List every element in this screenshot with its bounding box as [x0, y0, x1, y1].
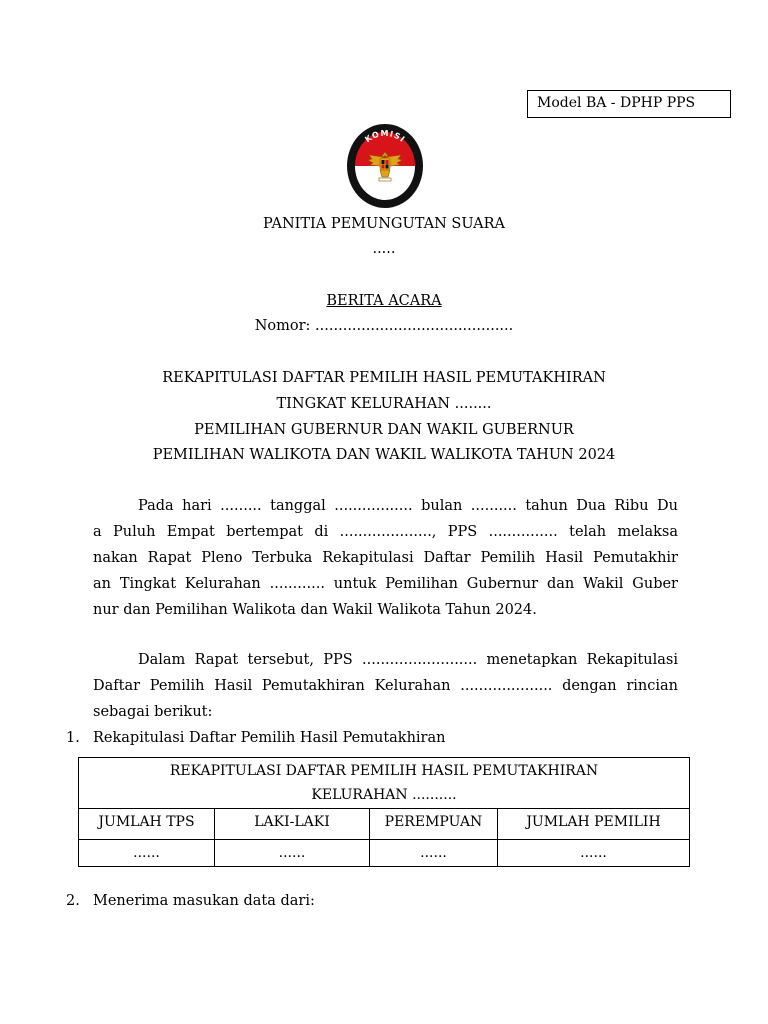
paragraph-line: nakan Rapat Pleno Terbuka Rekapitulasi Daftar Pemilih Hasil Pemutakhir: [93, 550, 678, 566]
table-cell: ......: [370, 840, 498, 867]
column-header: LAKI-LAKI: [215, 809, 370, 840]
committee-title: PANITIA PEMUNGUTAN SUARA: [263, 216, 505, 232]
document-title-wrap: [0, 293, 768, 309]
recap-table: [78, 757, 690, 867]
subject-line-3: PEMILIHAN GUBERNUR DAN WAKIL GUBERNUR: [194, 422, 574, 438]
column-header: JUMLAH TPS: [79, 809, 215, 840]
paragraph-line: Dalam Rapat tersebut, PPS ......................... menetapkan Rekapitulasi: [138, 652, 678, 668]
list-item: [66, 893, 315, 909]
table-cell: ......: [498, 840, 690, 867]
logo-bottom-text: PEMILIHAN UMUM: [355, 175, 415, 201]
table-title-line-1: REKAPITULASI DAFTAR PEMILIH HASIL PEMUTAKHIRAN: [169, 763, 599, 779]
table-row: [79, 840, 690, 867]
logo-top-text: KOMISI: [363, 128, 407, 145]
subject-line-4: PEMILIHAN WALIKOTA DAN WAKIL WALIKOTA TAHUN 2024: [152, 447, 616, 463]
paragraph-line: Pada hari ......... tanggal ................. bulan .......... tahun Dua Ribu Du: [138, 498, 678, 514]
paragraph-line: Daftar Pemilih Hasil Pemutakhiran Kelurahan .................... dengan rincian: [93, 678, 678, 694]
committee-dots: .....: [372, 241, 396, 257]
paragraph-line: an Tingkat Kelurahan ............ untuk Pemilihan Gubernur dan Wakil Guber: [93, 576, 678, 592]
list-number: 1.: [66, 730, 80, 746]
list-text: Rekapitulasi Daftar Pemilih Hasil Pemutakhiran: [93, 730, 446, 746]
model-label-box: Model BA - DPHP PPS: [527, 90, 731, 118]
column-header: JUMLAH PEMILIH: [498, 809, 690, 840]
subject-line-1: REKAPITULASI DAFTAR PEMILIH HASIL PEMUTAKHIRAN: [162, 370, 606, 386]
paragraph-meeting: [93, 647, 678, 725]
table-cell: ......: [215, 840, 370, 867]
paragraph-opening: [93, 493, 678, 623]
table-cell: ......: [79, 840, 215, 867]
table-title-line-2: KELURAHAN ..........: [311, 787, 457, 803]
table-columns-row: [79, 809, 690, 840]
list-number: 2.: [66, 893, 80, 909]
column-header: PEREMPUAN: [370, 809, 498, 840]
kpu-logo-icon: [345, 122, 425, 210]
paragraph-line: sebagai berikut:: [93, 704, 213, 720]
table-header-row: [79, 758, 690, 809]
table-title-cell: [79, 758, 690, 809]
document-title: BERITA ACARA: [326, 293, 442, 309]
paragraph-line: nur dan Pemilihan Walikota dan Wakil Walikota Tahun 2024.: [93, 602, 537, 618]
document-number: Nomor: ...........................................: [254, 318, 514, 334]
list-text: Menerima masukan data dari:: [93, 893, 315, 909]
paragraph-line: a Puluh Empat bertempat di ...................., PPS ............... telah melaksa: [93, 524, 678, 540]
subject-line-2: TINGKAT KELURAHAN ........: [276, 396, 492, 412]
list-item: [66, 730, 445, 746]
